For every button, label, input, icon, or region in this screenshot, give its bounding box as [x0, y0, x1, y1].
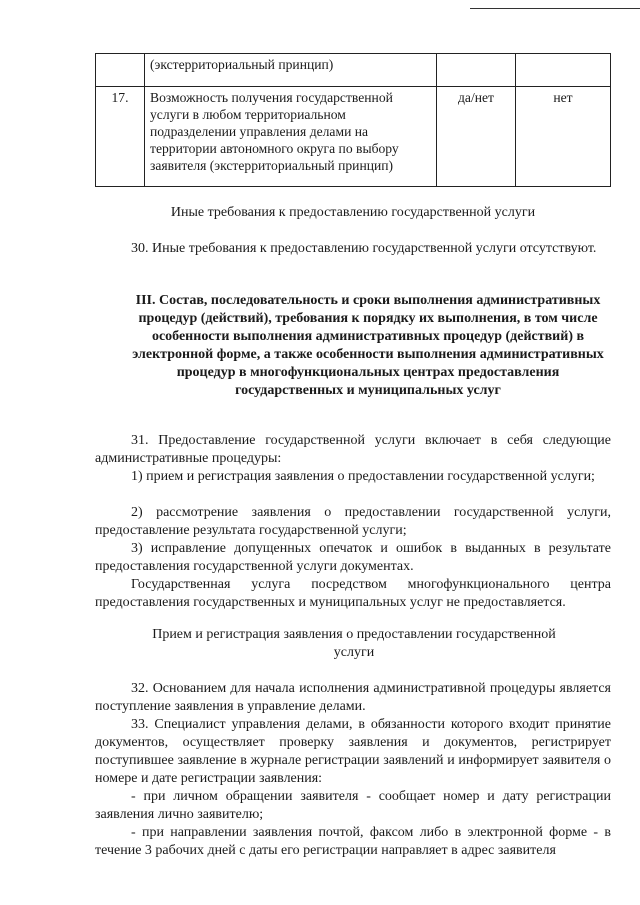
- paragraph-33: 33. Специалист управления делами, в обязанности которого входит принятие документов, осуществляет проверку заявления и документов, регистрирует поступившее заявление в журнале регистрации заявлений и информирует заявителя о номере и дате регистрации заявления:: [95, 717, 611, 786]
- section-3-title: III. Состав, последовательность и сроки выполнения административных процедур (действий), требования к порядку их выполнения, в том числе особенности выполнения административных процедур (действий) в электронной форме, а также особенности выполнения административных процедур в многофункциональных центрах предоставления государственных и муниципальных услуг: [132, 293, 604, 398]
- paragraph-31-item-1: 1) прием и регистрация заявления о предоставлении государственной услуги;: [131, 469, 595, 484]
- top-rule: [470, 8, 640, 9]
- paragraph-31-item-3: 3) исправление допущенных опечаток и ошибок в выданных в результате предоставления государственной услуги документах.: [95, 541, 611, 574]
- row-default: нет: [516, 87, 611, 187]
- paragraph-32: 32. Основанием для начала исполнения административной процедуры является поступление заявления в управление делами.: [95, 681, 611, 714]
- row-value: да/нет: [437, 87, 516, 187]
- paragraph-33-mail: - при направлении заявления почтой, факсом либо в электронной форме - в течение 3 рабочих дней с даты его регистрации направляет в адрес заявителя: [95, 825, 611, 858]
- paragraph-31: 31. Предоставление государственной услуги включает в себя следующие административные процедуры:: [95, 433, 611, 466]
- paragraph-30: 30. Иные требования к предоставлению государственной услуги отсутствуют.: [131, 241, 597, 256]
- row-description: (экстерриториальный принцип): [145, 54, 437, 87]
- row-number: 17.: [96, 87, 145, 187]
- table-row: [96, 54, 611, 87]
- paragraph-33-personal: - при личном обращении заявителя - сообщает номер и дату регистрации заявления лично заявителю;: [95, 789, 611, 822]
- row-description: Возможность получения государственной услуги в любом территориальном подразделении управления делами на территории автономного округа по выбору заявителя (экстерриториальный принцип): [145, 87, 437, 187]
- paragraph-31-item-2: 2) рассмотрение заявления о предоставлении государственной услуги, предоставление результата государственной услуги;: [95, 505, 611, 538]
- table-row: [96, 87, 611, 187]
- row-default: [516, 54, 611, 87]
- other-requirements-heading: Иные требования к предоставлению государственной услуги: [170, 205, 536, 220]
- paragraph-31-mfc: Государственная услуга посредством многофункционального центра предоставления государственных и муниципальных услуг не предоставляется.: [95, 577, 611, 610]
- requirements-table: [95, 53, 611, 187]
- row-value: [437, 54, 516, 87]
- row-number: [96, 54, 145, 87]
- reception-heading: Прием и регистрация заявления о предоставлении государственной услуги: [152, 627, 556, 660]
